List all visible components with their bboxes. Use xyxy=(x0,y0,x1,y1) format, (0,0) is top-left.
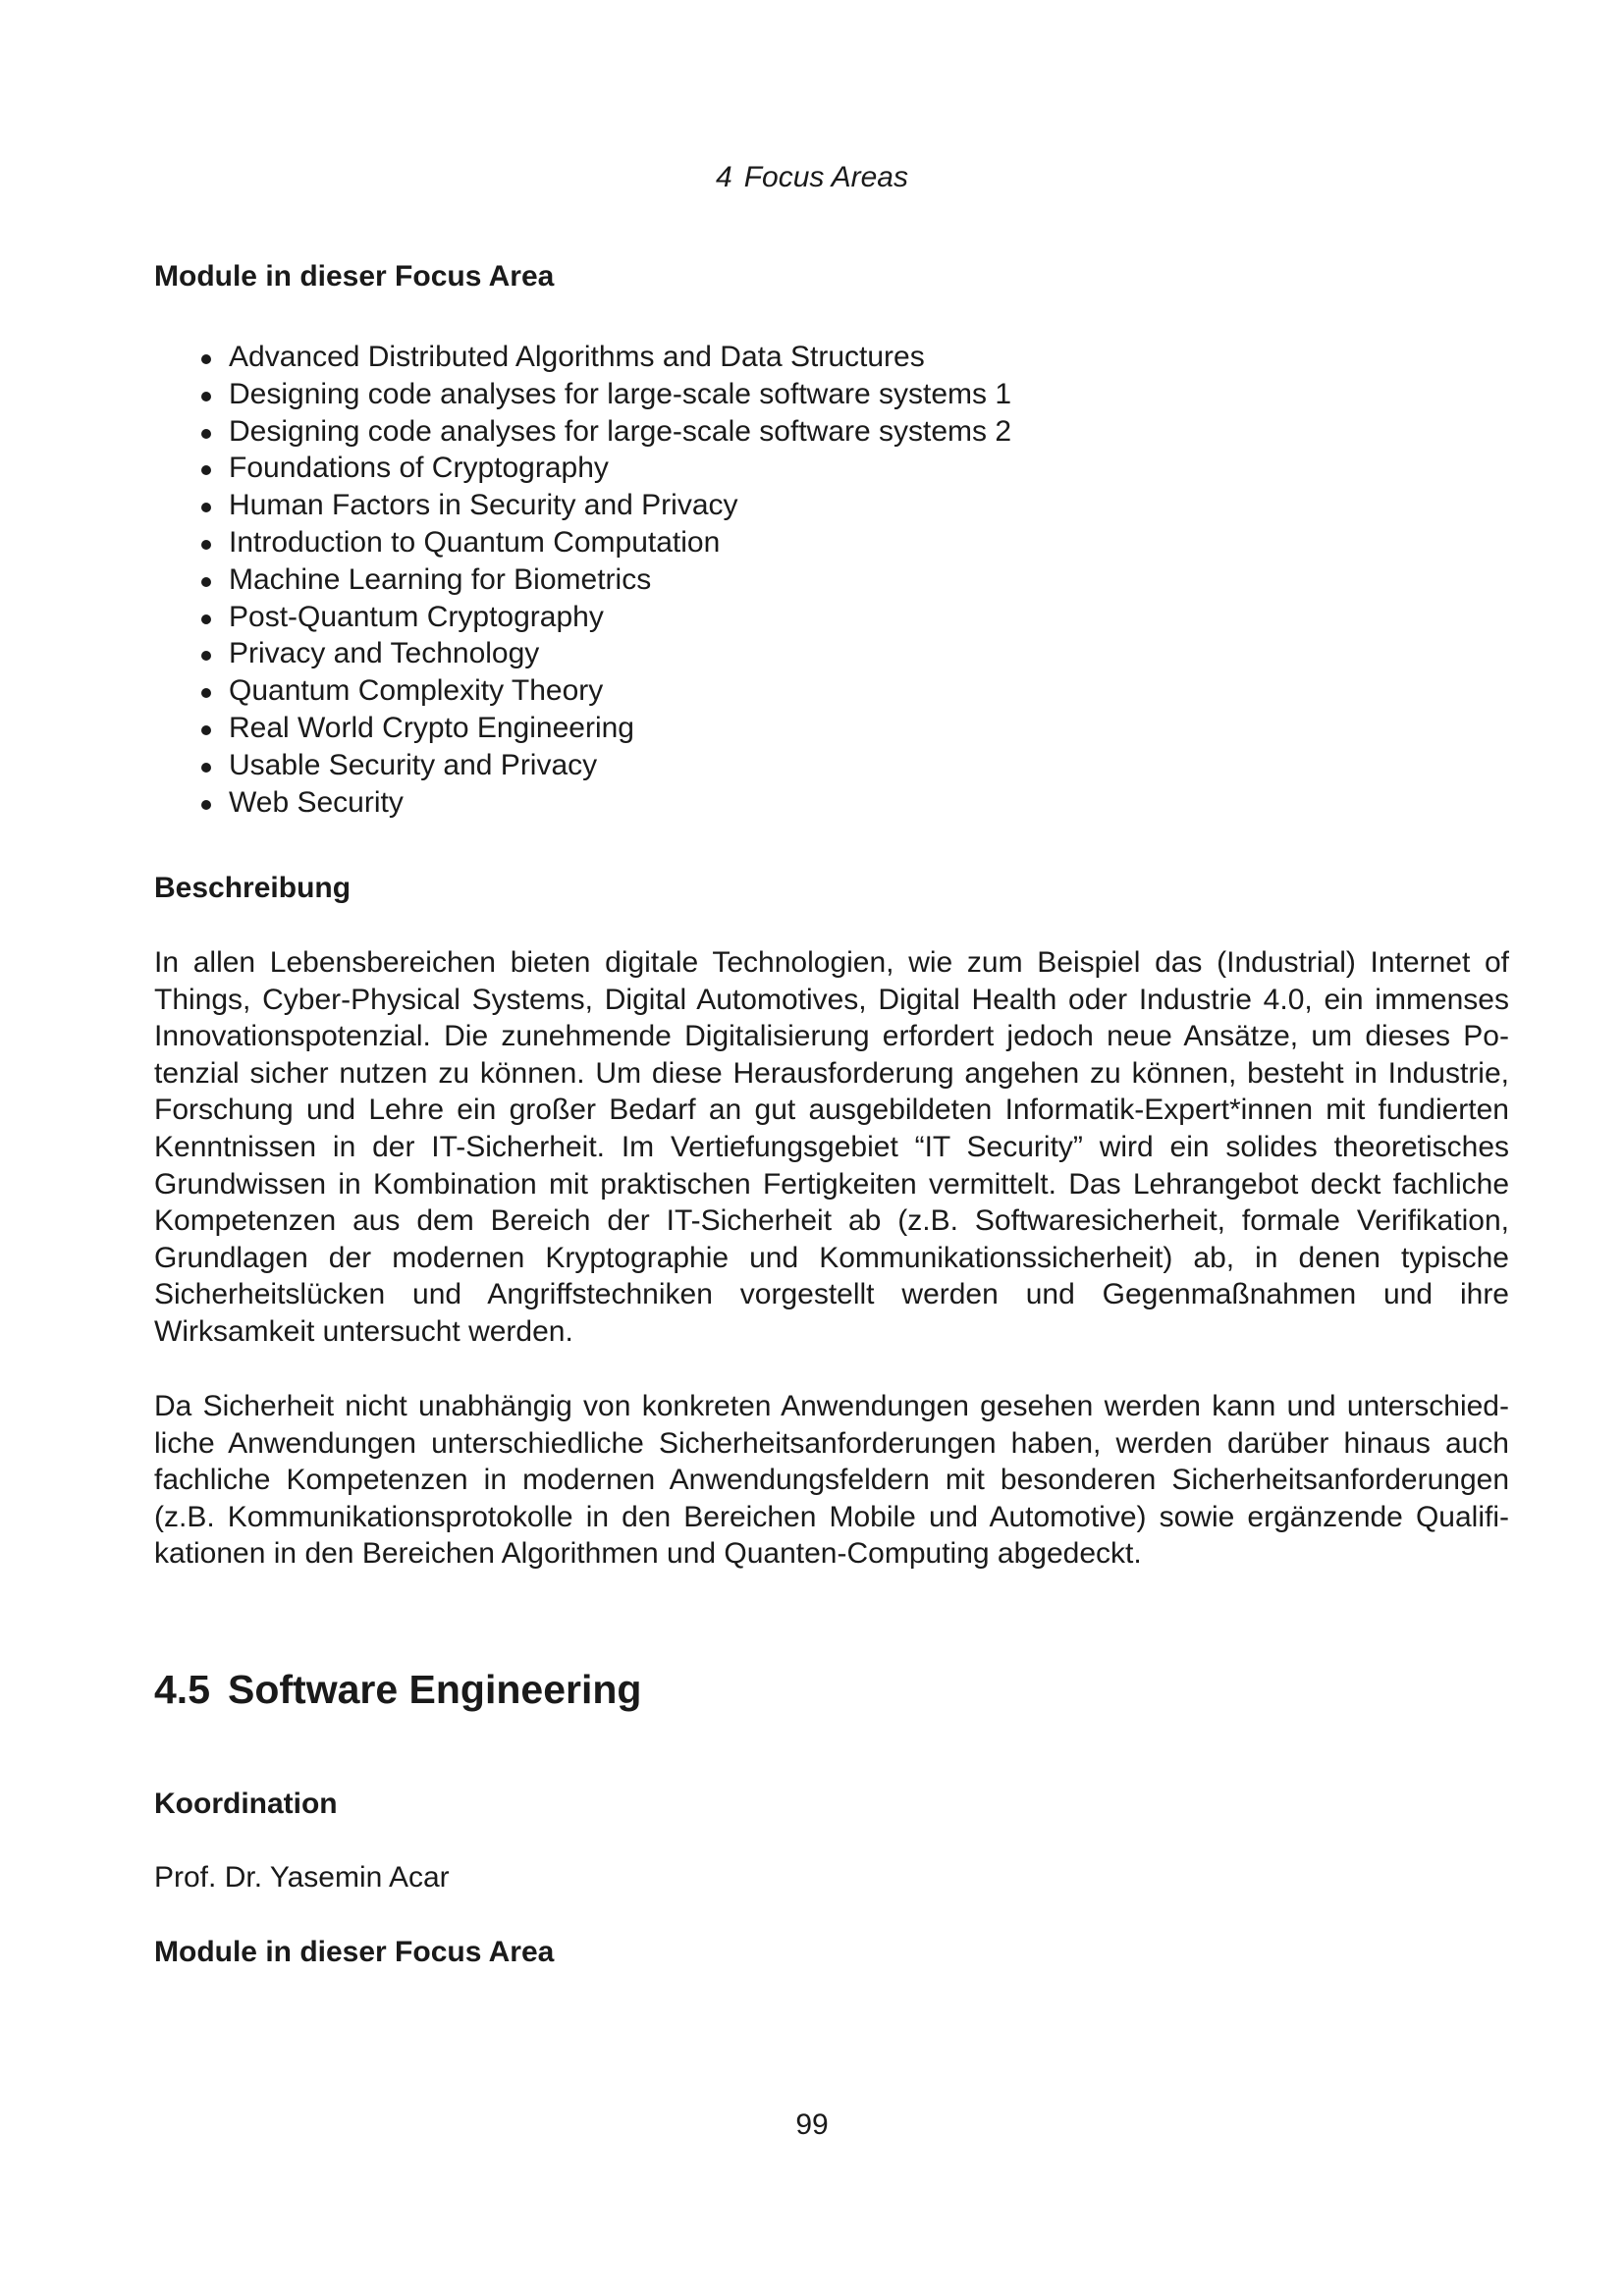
bullet-icon xyxy=(201,725,211,735)
description-section xyxy=(154,870,1509,907)
bullet-icon xyxy=(201,614,211,624)
list-item: Privacy and Technology xyxy=(154,635,1509,672)
description-text-2: Da Sicherheit nicht unabhängig von konkreten Anwendungen gesehen werden kann und unterschiedliche Anwendungen unterschiedliche Sicherheitsanforderungen haben, werden darüber hinaus auch fachliche Kompetenzen in modernen Anwendungsfeldern mit besonderen Sicherheitsanforderungen (z.B. Kommunikationsprotokolle in den Bereichen Mobile und Automotive) sowie ergänzende Qualifikationen in den Bereichen Algorithmen und Quanten-Computing abgedeckt. xyxy=(154,1390,1509,1571)
bullet-icon xyxy=(201,577,211,587)
section-number: 4.5 xyxy=(154,1667,210,1712)
list-item: Advanced Distributed Algorithms and Data Structures xyxy=(154,339,1509,376)
chapter-title: Focus Areas xyxy=(743,161,908,193)
list-item: Introduction to Quantum Computation xyxy=(154,524,1509,561)
bullet-icon xyxy=(201,465,211,475)
page-number: 99 xyxy=(795,2109,829,2141)
chapter-number: 4 xyxy=(716,161,732,193)
list-item: Designing code analyses for large-scale software systems 2 xyxy=(154,413,1509,451)
list-item: Usable Security and Privacy xyxy=(154,747,1509,784)
bullet-icon xyxy=(201,540,211,550)
list-item: Machine Learning for Biometrics xyxy=(154,561,1509,599)
list-item: Quantum Complexity Theory xyxy=(154,672,1509,710)
bullet-icon xyxy=(201,503,211,512)
bullet-icon xyxy=(201,429,211,439)
bullet-icon xyxy=(201,688,211,698)
bullet-icon xyxy=(201,800,211,810)
coordinator-name: Prof. Dr. Yasemin Acar xyxy=(154,1861,450,1894)
description-text-1: In allen Lebensbereichen bieten digitale Technologien, wie zum Beispiel das (Industrial) Internet of Things, Cyber-Physical Systems, Digital Automotives, Digital Health oder Industrie 4.0, ein immenses Innovationspotenzial. Die zunehmende Digitalisierung erfordert jedoch neue Ansätze, um dieses Potenzial sicher nutzen zu können. Um diese Herausforderung angehen zu können, besteht in Industrie, Forschung und Lehre ein großer Bedarf an gut ausgebildeten Informatik-Expert*innen mit fundierten Kenntnissen in der IT-Sicherheit. Im Vertiefungsgebiet “IT Security” wird ein solides theoretisches Grundwissen in Kombination mit praktischen Fertigkeiten vermittelt. Das Lehrangebot deckt fachliche Kompetenzen aus dem Bereich der IT-Sicherheit ab (z.B. Softwaresicherheit, formale Verifikation, Grundlagen der modernen Kryptographie und Kommunikationssicherheit) ab, in denen typische Sicherheitslücken und Angriffstechniken vorgestellt werden und Gegenmaßnahmen und ihre Wirksamkeit untersucht werden. xyxy=(154,946,1509,1348)
running-header xyxy=(0,159,1624,196)
coordination-heading: Koordination xyxy=(154,1788,338,1820)
section-title-text: Software Engineering xyxy=(228,1667,642,1712)
description-paragraph-2 xyxy=(154,1388,1509,1573)
modules-heading-2: Module in dieser Focus Area xyxy=(154,1936,555,1968)
list-item: Designing code analyses for large-scale software systems 1 xyxy=(154,376,1509,413)
list-item: Foundations of Cryptography xyxy=(154,450,1509,487)
bullet-icon xyxy=(201,763,211,773)
bullet-icon xyxy=(201,392,211,401)
coordinator-block xyxy=(154,1859,1509,1896)
section-title xyxy=(154,1665,1509,1714)
modules-section xyxy=(154,258,1509,295)
modules-heading: Module in dieser Focus Area xyxy=(154,260,555,293)
module-list-container xyxy=(154,339,1509,821)
section-heading xyxy=(154,1665,1509,1714)
list-item: Real World Crypto Engineering xyxy=(154,710,1509,747)
description-paragraph-1 xyxy=(154,944,1509,1351)
list-item: Human Factors in Security and Privacy xyxy=(154,487,1509,524)
coordination-section xyxy=(154,1786,1509,1823)
description-heading: Beschreibung xyxy=(154,872,352,904)
modules-section-2 xyxy=(154,1934,1509,1971)
bullet-icon xyxy=(201,651,211,661)
bullet-icon xyxy=(201,354,211,364)
list-item: Web Security xyxy=(154,784,1509,822)
module-list xyxy=(154,339,1509,821)
list-item: Post-Quantum Cryptography xyxy=(154,599,1509,636)
